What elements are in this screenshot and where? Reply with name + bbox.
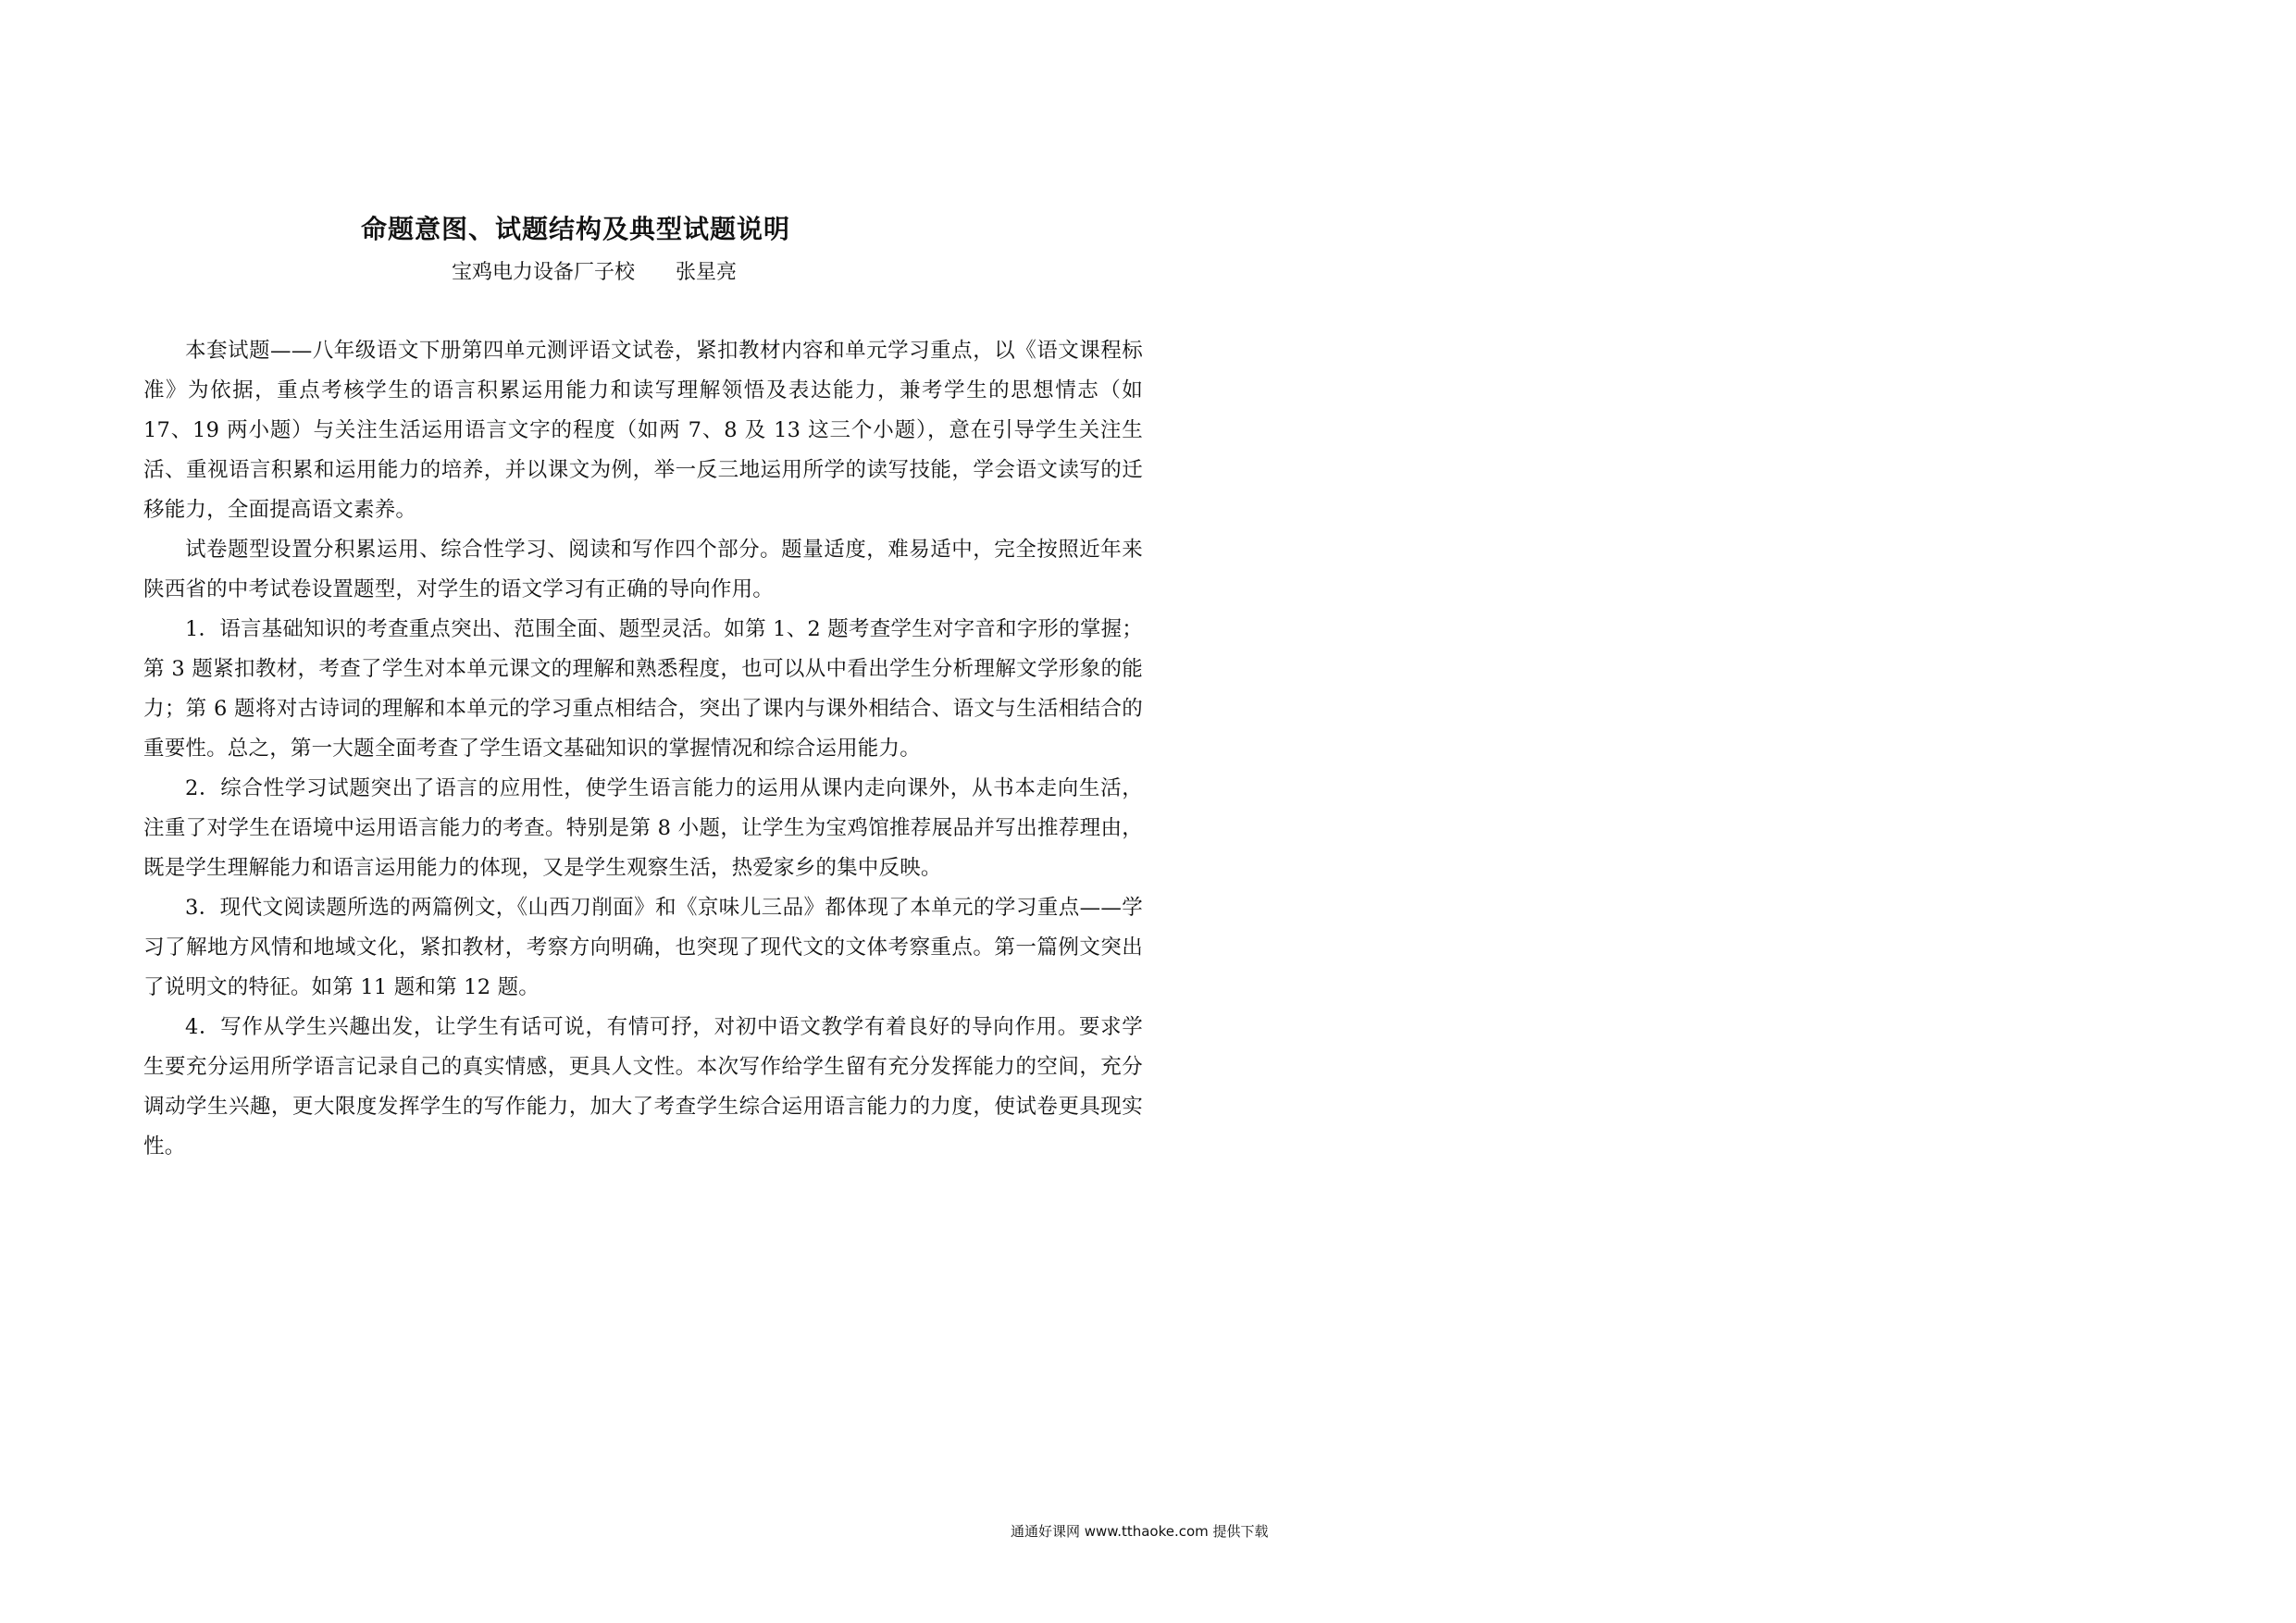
- paragraph-point-4: 4．写作从学生兴趣出发，让学生有话可说，有情可抒，对初中语文教学有着良好的导向作用。要求学生要充分运用所学语言记录自己的真实情感，更具人文性。本次写作给学生留有充分发挥能力的空间，充分调动学生兴趣，更大限度发挥学生的写作能力，加大了考查学生综合运用语言能力的力度，使试卷更具现实性。: [143, 1015, 1143, 1158]
- page-footer: 通通好课网 www.tthaoke.com 提供下载: [1011, 1523, 1269, 1540]
- paragraph-point-2: 2．综合性学习试题突出了语言的应用性，使学生语言能力的运用从课内走向课外，从书本走向生活，注重了对学生在语境中运用语言能力的考查。特别是第 8 小题，让学生为宝鸡馆推荐展品并写出推荐理由，既是学生理解能力和语言运用能力的体现，又是学生观察生活，热爱家乡的集中反映。: [143, 776, 1143, 880]
- document-title: 命题意图、试题结构及典型试题说明: [361, 214, 791, 244]
- paragraph-point-3: 3．现代文阅读题所选的两篇例文，《山西刀削面》和《京味儿三品》都体现了本单元的学习重点——学习了解地方风情和地域文化，紧扣教材，考察方向明确，也突现了现代文的文体考察重点。第一篇例文突出了说明文的特征。如第 11 题和第 12 题。: [143, 896, 1143, 999]
- paragraph-structure: 试卷题型设置分积累运用、综合性学习、阅读和写作四个部分。题量适度，难易适中，完全按照近年来陕西省的中考试卷设置题型，对学生的语文学习有正确的导向作用。: [143, 538, 1143, 601]
- author-name: 张星亮: [676, 261, 738, 284]
- paragraph-point-1: 1．语言基础知识的考查重点突出、范围全面、题型灵活。如第 1、2 题考查学生对字音和字形的掌握；第 3 题紧扣教材，考查了学生对本单元课文的理解和熟悉程度，也可以从中看出学生分析理解文学形象的能力；第 6 题将对古诗词的理解和本单元的学习重点相结合，突出了课内与课外相结合、语文与生活相结合的重要性。总之，第一大题全面考查了学生语文基础知识的掌握情况和综合运用能力。: [143, 617, 1143, 761]
- document-byline: [452, 259, 737, 287]
- author-school: 宝鸡电力设备厂子校: [452, 261, 636, 284]
- paragraph-intro: 本套试题——八年级语文下册第四单元测评语文试卷，紧扣教材内容和单元学习重点，以《语文课程标准》为依据，重点考核学生的语言积累运用能力和读写理解领悟及表达能力，兼考学生的思想情志（如 17、19 两小题）与关注生活运用语言文字的程度（如两 7、8 及 13 这三个小题），意在引导学生关注生活、重视语言积累和运用能力的培养，并以课文为例，举一反三地运用所学的读写技能，学会语文读写的迁移能力，全面提高语文素养。: [143, 339, 1143, 522]
- document-body: [143, 331, 1143, 1167]
